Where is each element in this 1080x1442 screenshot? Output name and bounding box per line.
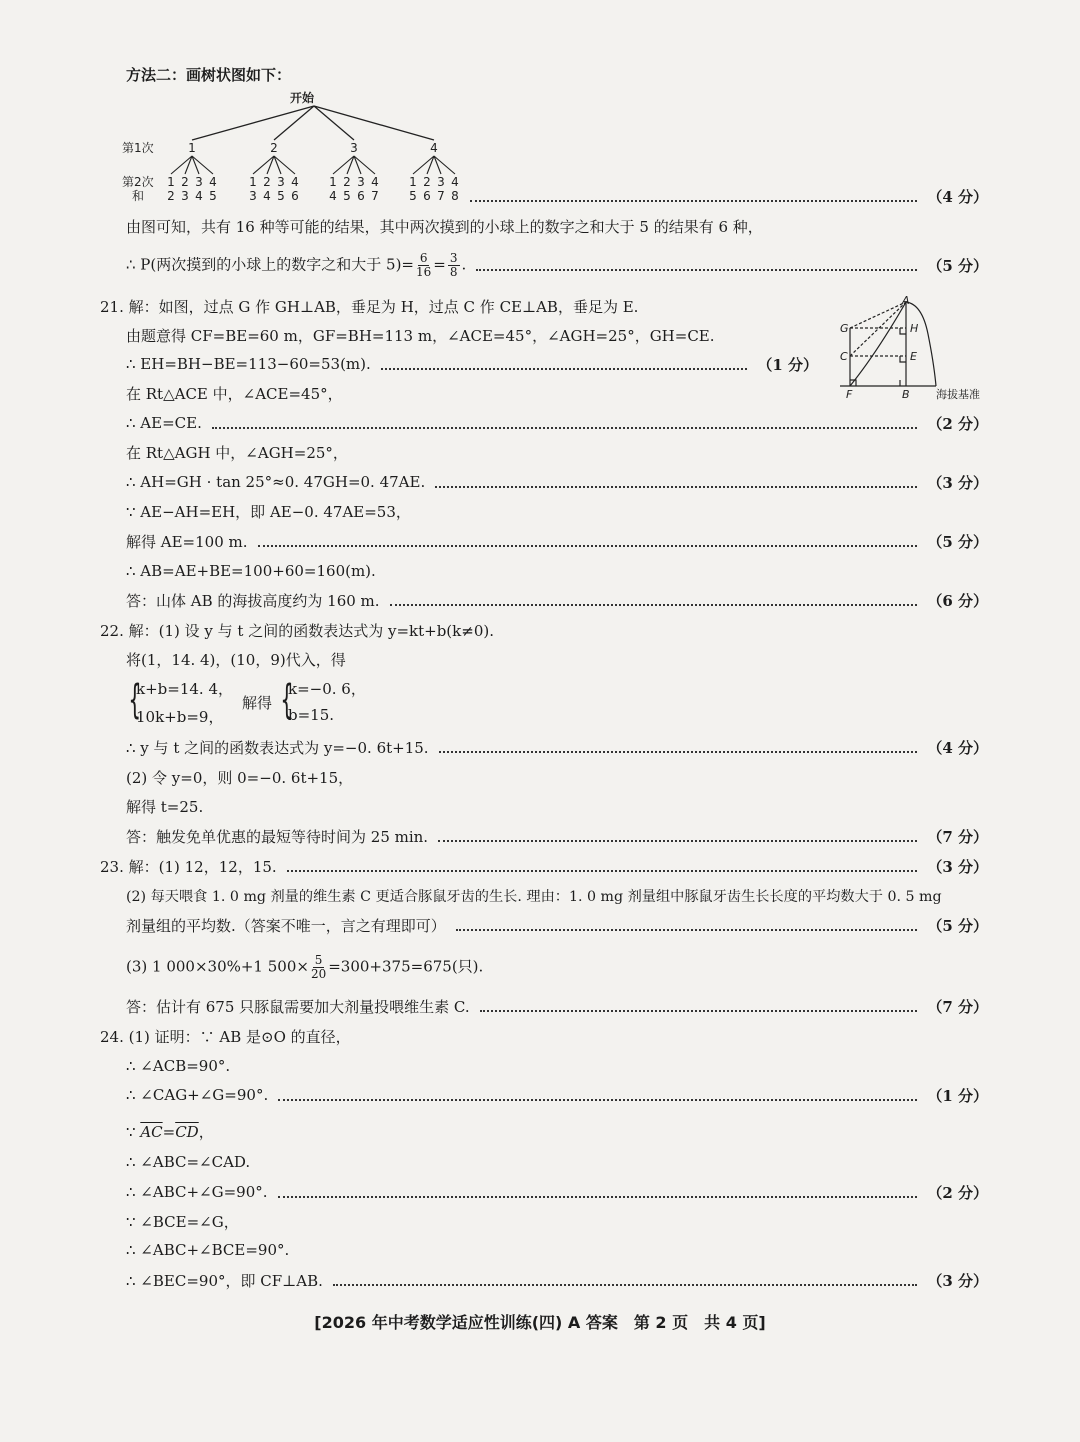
- q22-line-3: ∴ y 与 t 之间的函数表达式为 y=−0. 6t+15. （4 分）: [126, 738, 988, 757]
- tree-sum: 4: [263, 189, 271, 203]
- tree-sum: 5: [343, 189, 351, 203]
- tree-second-draw: 1: [167, 175, 175, 189]
- q21-line-9: 解得 AE=100 m. （5 分）: [126, 532, 988, 551]
- q24-line-9: ∴ ∠BEC=90°，即 CF⊥AB. （3 分）: [126, 1271, 988, 1290]
- tree-second-draw: 4: [209, 175, 217, 189]
- label-base: 海拔基准: [936, 388, 980, 401]
- q22-line-4: (2) 令 y=0，则 0=−0. 6t+15，: [126, 768, 354, 787]
- q21-line-11: 答：山体 AB 的海拔高度约为 160 m. （6 分）: [126, 591, 988, 610]
- q23-line-3: 剂量组的平均数.（答案不唯一，言之有理即可） （5 分）: [126, 916, 988, 935]
- tree-sum: 2: [167, 189, 175, 203]
- tree-sum: 6: [357, 189, 365, 203]
- q21-line-2: 由题意得 CF=BE=60 m，GF=BH=113 m，∠ACE=45°，∠AGH=25°，GH=CE.: [126, 326, 715, 345]
- label-g: G: [840, 322, 849, 335]
- q24-line-7: ∵ ∠BCE=∠G，: [126, 1212, 239, 1231]
- q21-line-5: ∴ AE=CE. （2 分）: [126, 414, 988, 433]
- fraction-6-16: $\frac{6}{16}$: [416, 250, 432, 279]
- tree-sum: 7: [371, 189, 379, 203]
- q24-line-4: ∵ $\overline{AC}=\overline{CD}$，: [126, 1122, 214, 1141]
- label-e: E: [910, 350, 917, 363]
- q23-line-2: (2) 每天喂食 1. 0 mg 剂量的维生素 C 更适合豚鼠牙齿的生长. 理由：1. 0 mg 剂量组中豚鼠牙齿生长长度的平均数大于 0. 5 mg: [126, 889, 942, 905]
- tree-sum: 5: [209, 189, 217, 203]
- tree-sum: 5: [409, 189, 417, 203]
- label-h: H: [910, 322, 919, 335]
- tree-second-draw: 2: [423, 175, 431, 189]
- tree-sum: 4: [329, 189, 337, 203]
- q21-line-7: ∴ AH=GH · tan 25°≈0. 47GH=0. 47AE. （3 分）: [126, 473, 988, 492]
- tree-first-draw: 1: [188, 141, 196, 155]
- line-result: 由图可知，共有 16 种等可能的结果，其中两次摸到的小球上的数字之和大于 5 的结果有 6 种，: [126, 217, 763, 236]
- q23-line-5: 答：估计有 675 只豚鼠需要加大剂量投喂维生素 C. （7 分）: [126, 997, 988, 1016]
- tree-first-draw: 4: [430, 141, 438, 155]
- tree-sum: 4: [195, 189, 203, 203]
- tree-sum: 3: [249, 189, 257, 203]
- page-footer: [2026 年中考数学适应性训练(四) A 答案 第 2 页 共 4 页]: [314, 1313, 766, 1332]
- q22-line-5: 解得 t=25.: [126, 797, 204, 816]
- fraction-3-8: $\frac{3}{8}$: [449, 250, 458, 279]
- tree-second-draw: 3: [277, 175, 285, 189]
- tree-second-draw: 1: [409, 175, 417, 189]
- tree-row1-label: 第1次: [122, 141, 154, 155]
- tree-second-draw: 4: [291, 175, 299, 189]
- q21-line-10: ∴ AB=AE+BE=100+60=160(m).: [126, 562, 376, 580]
- q22-line-6: 答：触发免单优惠的最短等待时间为 25 min. （7 分）: [126, 827, 988, 846]
- label-f: F: [846, 388, 853, 401]
- tree-root: 开始: [289, 91, 315, 105]
- tree-second-draw: 2: [343, 175, 351, 189]
- q21-line-1: 21. 解：如图，过点 G 作 GH⊥AB，垂足为 H，过点 C 作 CE⊥AB，垂足为 E.: [100, 297, 639, 316]
- tree-sum: 7: [437, 189, 445, 203]
- tree-second-draw: 3: [357, 175, 365, 189]
- tree-second-draw: 4: [371, 175, 379, 189]
- tree-second-draw: 1: [249, 175, 257, 189]
- fraction-5-20: $\frac{5}{20}$: [310, 952, 327, 981]
- tree-second-draw: 3: [437, 175, 445, 189]
- tree-sum: 6: [423, 189, 431, 203]
- tree-second-draw: 3: [195, 175, 203, 189]
- q21-line-3: ∴ EH=BH−BE=113−60=53(m). （1 分）: [126, 355, 818, 374]
- tree-sum: 3: [181, 189, 189, 203]
- label-c: C: [840, 350, 848, 363]
- tree-second-draw: 1: [329, 175, 337, 189]
- q21-line-8: ∵ AE−AH=EH，即 AE−0. 47AE=53，: [126, 502, 411, 521]
- line-tree-score: （4 分）: [470, 182, 988, 210]
- q23-line-4: (3) 1 000×30%+1 500× $\frac{5}{20}$ =300+375=675(只).: [126, 952, 484, 981]
- q21-line-4: 在 Rt△ACE 中，∠ACE=45°，: [126, 384, 343, 403]
- q24-line-5: ∴ ∠ABC=∠CAD.: [126, 1153, 251, 1171]
- mountain-figure: [836, 294, 996, 404]
- q21-line-6: 在 Rt△AGH 中，∠AGH=25°，: [126, 443, 348, 462]
- q23-line-1: 23. 解：(1) 12，12，15. （3 分）: [100, 857, 988, 876]
- tree-diagram: [118, 88, 478, 208]
- tree-second-draw: 2: [263, 175, 271, 189]
- arc-ac: $\overline{AC}$: [140, 1122, 163, 1141]
- q22-line-2: 将(1，14. 4)，(10，9)代入，得: [126, 650, 346, 669]
- tree-sum: 6: [291, 189, 299, 203]
- q24-line-8: ∴ ∠ABC+∠BCE=90°.: [126, 1241, 290, 1259]
- q24-line-2: ∴ ∠ACB=90°.: [126, 1057, 231, 1075]
- q24-line-1: 24. (1) 证明：∵ AB 是⊙O 的直径，: [100, 1027, 351, 1046]
- line-probability: ∴ P(两次摸到的小球上的数字之和大于 5)= $\frac{6}{16}$ = $\frac{3}{8}$ . （5 分）: [126, 250, 988, 279]
- tree-row2-label: 第2次: [122, 175, 154, 189]
- tree-second-draw: 4: [451, 175, 459, 189]
- tree-sum: 5: [277, 189, 285, 203]
- label-b: B: [902, 388, 910, 401]
- arc-cd: $\overline{CD}$: [175, 1122, 199, 1141]
- q24-line-6: ∴ ∠ABC+∠G=90°. （2 分）: [126, 1183, 988, 1202]
- label-a: A: [902, 294, 910, 307]
- tree-sum-label: 和: [132, 189, 145, 203]
- q24-line-3: ∴ ∠CAG+∠G=90°. （1 分）: [126, 1086, 988, 1105]
- tree-sum: 8: [451, 189, 459, 203]
- tree-first-draw: 2: [270, 141, 278, 155]
- method-heading: 方法二：画树状图如下：: [126, 65, 292, 84]
- tree-second-draw: 2: [181, 175, 189, 189]
- tree-first-draw: 3: [350, 141, 358, 155]
- q22-line-1: 22. 解：(1) 设 y 与 t 之间的函数表达式为 y=kt+b(k≠0).: [100, 621, 494, 640]
